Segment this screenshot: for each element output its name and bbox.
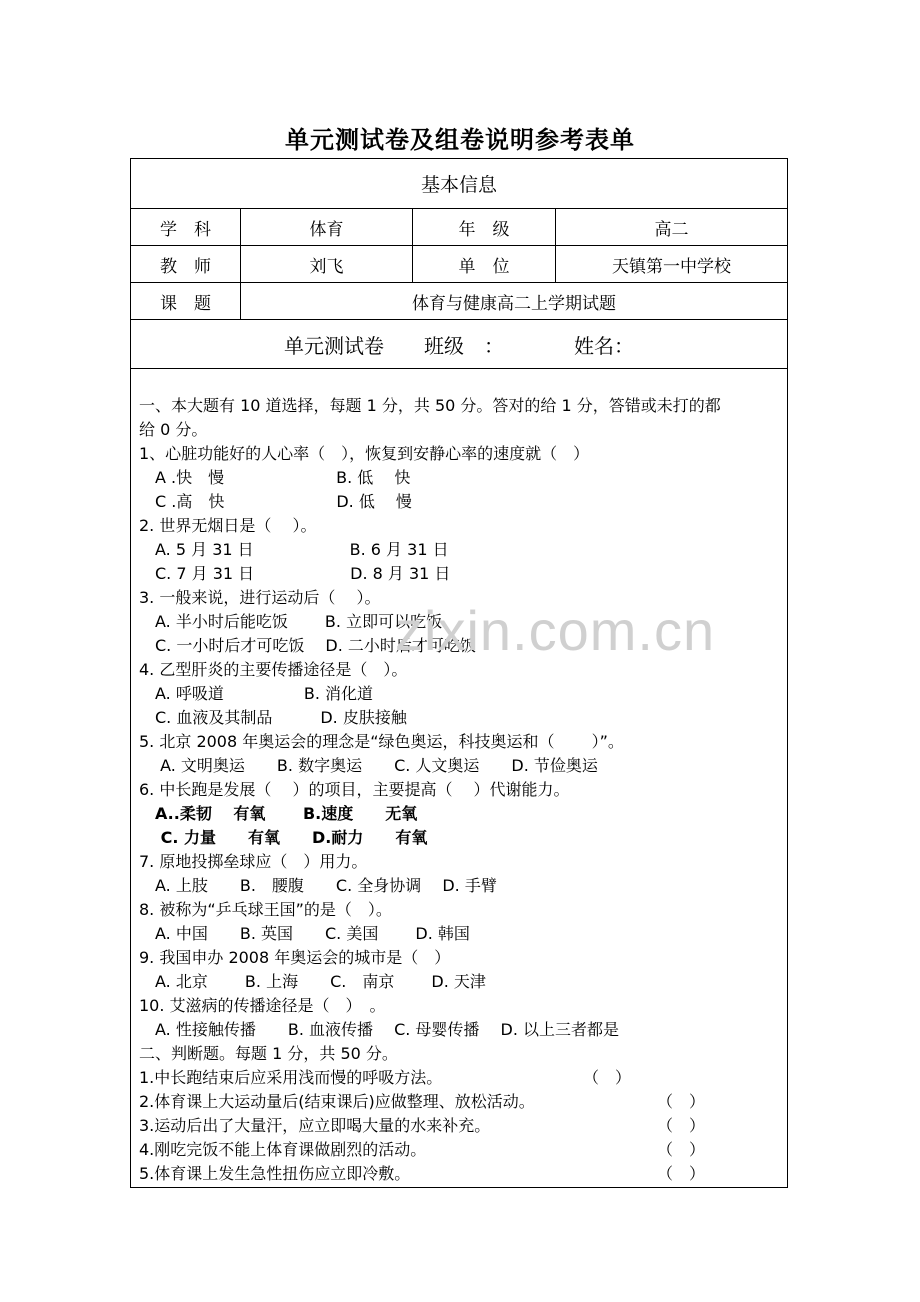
- section-one-instructions-cont: 给 0 分。: [139, 420, 208, 439]
- topic-value: 体育与健康高二上学期试题: [412, 293, 616, 314]
- section-one-instructions: 一、本大题有 10 道选择，每题 1 分，共 50 分。答对的给 1 分，答错或未打的都: [139, 396, 721, 415]
- question-6: 6. 中长跑是发展（ ）的项目，主要提高（ ）代谢能力。: [139, 780, 570, 799]
- info-row-topic: [131, 283, 787, 320]
- question-7-options: A. 上肢 B. 腰腹 C. 全身协调 D. 手臂: [139, 876, 497, 895]
- question-10-options: A. 性接触传播 B. 血液传播 C. 母婴传播 D. 以上三者都是: [139, 1020, 619, 1039]
- judge-item-5: 5.体育课上发生急性扭伤应立即冷敷。: [139, 1164, 411, 1183]
- question-8: 8. 被称为“乒乓球王国”的是（ ）。: [139, 900, 392, 919]
- judge-item-3: 3.运动后出了大量汗，应立即喝大量的水来补充。: [139, 1116, 491, 1135]
- unit-value: 天镇第一中学校: [612, 256, 731, 277]
- question-6-options-ab: A..柔韧 有氧 B.速度 无氧: [139, 804, 418, 823]
- question-2-options-ab: A. 5 月 31 日 B. 6 月 31 日: [139, 540, 449, 559]
- question-10: 10. 艾滋病的传播途径是（ ） 。: [139, 996, 386, 1015]
- question-9-options: A. 北京 B. 上海 C. 南京 D. 天津: [139, 972, 486, 991]
- form-table: [130, 158, 788, 1188]
- question-7: 7. 原地投掷垒球应（ ）用力。: [139, 852, 368, 871]
- question-2-options-cd: C. 7 月 31 日 D. 8 月 31 日: [139, 564, 451, 583]
- question-2: 2. 世界无烟日是（ ）。: [139, 516, 317, 535]
- question-6-options-cd: C. 力量 有氧 D.耐力 有氧: [139, 828, 428, 847]
- exam-header: 单元测试卷 班级 ： 姓名：: [284, 333, 634, 358]
- basic-info-header: 基本信息: [420, 174, 497, 196]
- judge-item-4: 4.刚吃完饭不能上体育课做剧烈的活动。: [139, 1140, 427, 1159]
- section-two-instructions: 二、判断题。每题 1 分，共 50 分。: [139, 1044, 398, 1063]
- subject-label: 学 科: [131, 209, 241, 245]
- subject-value: 体育: [241, 209, 413, 245]
- info-row-subject: [131, 209, 787, 246]
- question-3: 3. 一般来说，进行运动后（ ）。: [139, 588, 381, 607]
- watermark: zixin.com.cn: [395, 599, 716, 662]
- topic-label: 课 题: [131, 283, 241, 319]
- question-9: 9. 我国申办 2008 年奥运会的城市是（ ）: [139, 948, 451, 967]
- unit-label: 单 位: [413, 246, 556, 282]
- teacher-value: 刘飞: [241, 246, 413, 282]
- grade-value: 高二: [654, 219, 689, 240]
- question-1: 1、心脏功能好的人心率（ ），恢复到安静心率的速度就（ ）: [139, 444, 590, 463]
- question-5-options: A. 文明奥运 B. 数字奥运 C. 人文奥运 D. 节俭奥运: [139, 756, 598, 775]
- judge-item-3-answer-blank: （ ）: [657, 1116, 706, 1135]
- question-5: 5. 北京 2008 年奥运会的理念是“绿色奥运，科技奥运和（ ）”。: [139, 732, 624, 751]
- question-4: 4. 乙型肝炎的主要传播途径是（ ）。: [139, 660, 408, 679]
- exam-header-row: [131, 320, 787, 369]
- judge-item-2-answer-blank: （ ）: [657, 1092, 706, 1111]
- question-1-options-cd: C .高 快 D. 低 慢: [139, 492, 412, 511]
- question-4-options-cd: C. 血液及其制品 D. 皮肤接触: [139, 708, 407, 727]
- question-3-options-ab: A. 半小时后能吃饭 B. 立即可以吃饭: [139, 612, 443, 631]
- judge-item-5-answer-blank: （ ）: [657, 1164, 706, 1183]
- page-title: 单元测试卷及组卷说明参考表单: [285, 126, 635, 154]
- judge-item-2: 2.体育课上大运动量后(结束课后)应做整理、放松活动。: [139, 1092, 535, 1111]
- basic-info-header-row: [131, 159, 787, 209]
- question-4-options-ab: A. 呼吸道 B. 消化道: [139, 684, 373, 703]
- judge-item-1: 1.中长跑结束后应采用浅而慢的呼吸方法。: [139, 1068, 443, 1087]
- teacher-label: 教 师: [131, 246, 241, 282]
- info-row-teacher: [131, 246, 787, 283]
- grade-label: 年 级: [413, 209, 556, 245]
- judge-item-1-answer-blank: （ ）: [583, 1068, 632, 1087]
- question-8-options: A. 中国 B. 英国 C. 美国 D. 韩国: [139, 924, 470, 943]
- judge-item-4-answer-blank: （ ）: [657, 1140, 706, 1159]
- question-3-options-cd: C. 一小时后才可吃饭 D. 二小时后才可吃饭: [139, 636, 476, 655]
- question-1-options-ab: A .快 慢 B. 低 快: [139, 468, 411, 487]
